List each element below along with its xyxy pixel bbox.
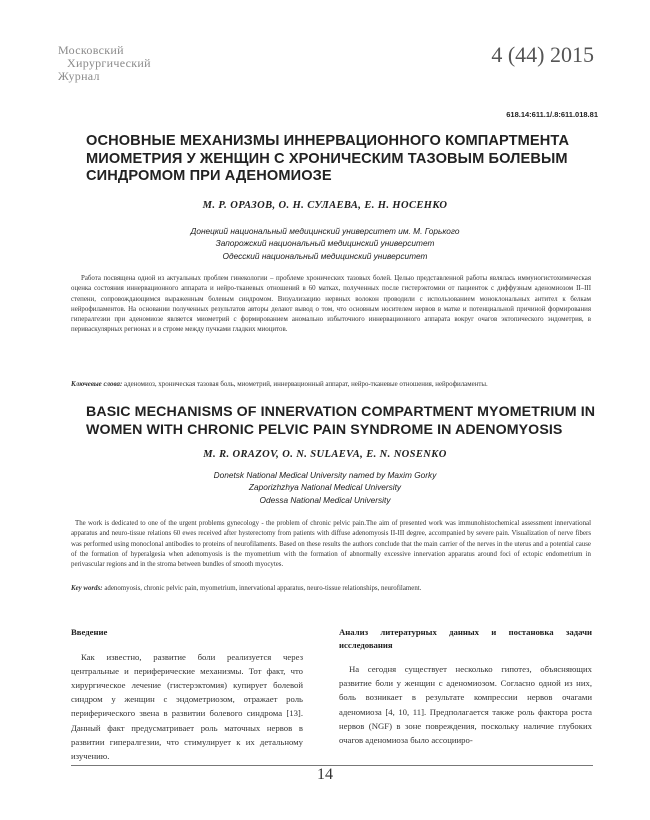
- affiliation-en-1: Donetsk National Medical University named by Maxim Gorky: [213, 470, 437, 480]
- keywords-en: [71, 584, 591, 594]
- affiliation-ru-3: Одесский национальный медицинский университет: [222, 250, 428, 261]
- page-number: 14: [317, 766, 333, 783]
- affiliations-en: [0, 469, 650, 506]
- introduction-paragraph: Как известно, развитие боли реализуется через центральные и периферические механизмы. Тот факт, что хирургическое лечение (гистерэктомия) купирует болевой синдром у женщин с эндометриозом, отражает роль периферического звена в развитии болевого синдрома [13]. Данный факт предусматривает роль маточных нервов в развитии гипералгезии, что стимулирует к их детальному изучению.: [71, 651, 303, 761]
- affiliation-en-3: Odessa National Medical University: [259, 494, 391, 505]
- logo-line-2: Хирургический: [67, 56, 151, 70]
- keywords-text-ru: аденомиоз, хроническая тазовая боль, миометрий, иннервационный аппарат, нейро-тканевые отношения, нейрофиламенты.: [124, 381, 488, 388]
- section-heading-introduction: Введение: [71, 627, 108, 637]
- body-column-right: [339, 626, 592, 747]
- issue-number: 4 (44) 2015: [491, 42, 594, 67]
- keywords-ru: [71, 380, 591, 390]
- logo-line-1: Московский: [58, 43, 124, 57]
- affiliation-ru-1: Донецкий национальный медицинский университет им. М. Горького: [190, 226, 460, 236]
- logo-line-3: Журнал: [58, 69, 100, 83]
- keywords-label-ru: Ключевые слова:: [71, 381, 123, 388]
- body-column-left: [71, 626, 303, 763]
- authors-en: M. R. ORAZOV, O. N. SULAEVA, E. N. NOSENKO: [203, 449, 447, 460]
- authors-ru: М. Р. ОРАЗОВ, О. Н. СУЛАЕВА, Е. Н. НОСЕНКО: [202, 200, 448, 211]
- affiliation-en-2: Zaporizhzhya National Medical University: [248, 482, 402, 493]
- journal-logo: [58, 44, 151, 83]
- abstract-ru: Работа посвящена одной из актуальных проблем гинекологии – проблеме хронических тазовых болей. Целью представленной работы являлась иммуногистохимическая оценка состояния иннервационного аппарата и нейро-тканевых отношений в 60 матках, полученных после гистерэктомии от пациенток с диффузным аденомиозом II–III степени, сопровождающимся выраженным болевым синдромом. Визуализацию нервных волокон проводили с использованием моноклональных антител к белкам нейрофиламентов. На основании полученных результатов авторы делают вывод о том, что основным носителем нервов в матке и потенциальной причиной формирования гипералгезии при аденомиозе является миометрий с формированием аномально избыточного иннервационного аппарата вокруг очагов эктопического эндометрия, в перивaскулярных регионах и в строме между пучками гладких миоцитов.: [71, 275, 591, 334]
- article-title-en: BASIC MECHANISMS OF INNERVATION COMPARTMENT MYOMETRIUM IN WOMEN WITH CHRONIC PELVIC PAIN SYNDROME IN ADENOMYOSIS: [86, 404, 596, 438]
- affiliations-ru: [0, 225, 650, 262]
- udc-code: 618.14:611.1/.8:611.018.81: [506, 110, 598, 119]
- affiliation-ru-2: Запорожский национальный медицинский университет: [215, 238, 435, 249]
- analysis-paragraph: На сегодня существует несколько гипотез, объясняющих развитие боли у женщин с аденомиозом. Согласно одной из них, боль возникает в результате компрессии нервов очагами аденомиоза [4, 10, 11]. Предполагается также роль фактора роста нервов (NGF) в зоне повреждения, поскольку наличие глубоких очагов аденомиоза было ассоцииро-: [339, 664, 592, 746]
- abstract-en: The work is dedicated to one of the urgent problems gynecology - the problem of chronic pelvic pain.The aim of presented work was immunohistochemical assessment innervational apparatus and neuro-tissue relations 60 ewes received after hysterectomy from patients with diffuse adenomyosis II-III degree, accompanied by severe pain. Visualization of nerve fibers was performed using monoclonal antibodies to proteins of neurofilaments. Based on these results the authors conclude that the main carrier of the nerves in the uterus and a potential cause of the formation of hyperalgesia when adenomyosis is the myometrium with the formation of abnormally excessive innervation apparatus around foci of ectopic endometrium in perivascular regions and in the stroma between bundles of smooth myocytes.: [71, 520, 591, 569]
- keywords-label-en: Key words:: [71, 585, 103, 592]
- article-title-ru: ОСНОВНЫЕ МЕХАНИЗМЫ ИННЕРВАЦИОННОГО КОМПАРТМЕНТА МИОМЕТРИЯ У ЖЕНЩИН С ХРОНИЧЕСКИМ ТАЗОВЫМ БОЛЕВЫМ СИНДРОМОМ ПРИ АДЕНОМИОЗЕ: [86, 133, 570, 184]
- keywords-text-en: adenomyosis, chronic pelvic pain, myometrium, innervational apparatus, neuro-tissue relationships, neurofilament.: [104, 585, 422, 592]
- section-heading-analysis: Анализ литературных данных и постановка задачи исследования: [339, 627, 592, 650]
